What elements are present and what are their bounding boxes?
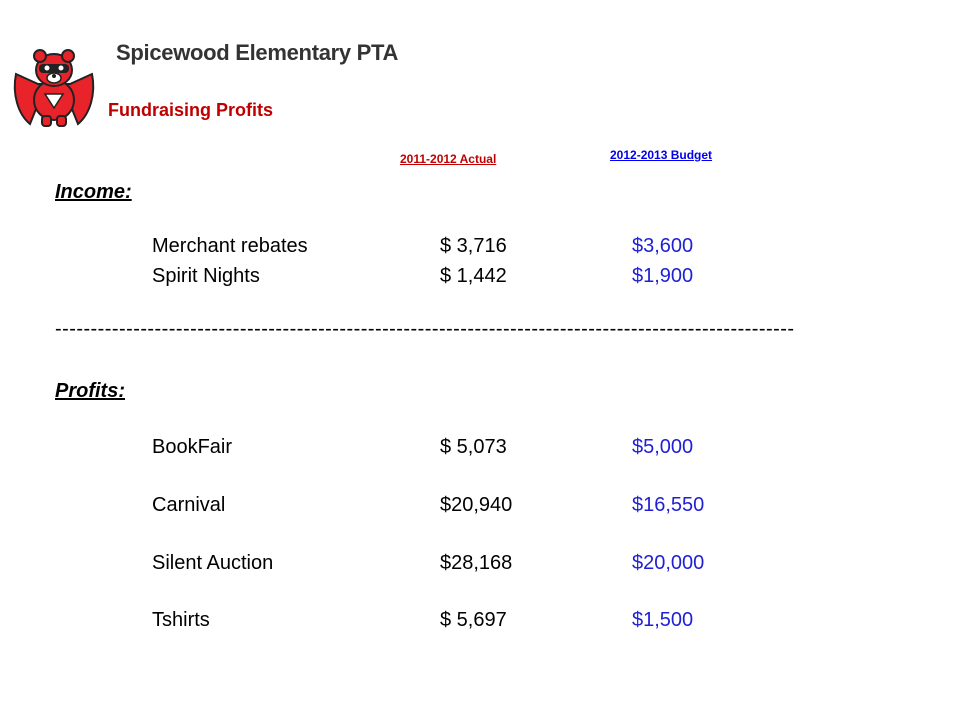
profits-row-actual: $20,940 [440,494,513,516]
profits-row-label: Tshirts [152,609,210,631]
mascot-logo-icon [8,44,100,128]
page-subtitle: Fundraising Profits [108,100,274,120]
profits-row-label: BookFair [152,436,233,458]
profits-row-label: Silent Auction [152,552,274,574]
income-row-label: Spirit Nights [152,265,260,287]
income-heading: Income: [55,181,132,203]
profits-heading: Profits: [55,380,125,402]
profits-row-label: Carnival [152,494,226,516]
income-row-actual: $ 1,442 [440,265,507,287]
profits-row-actual: $ 5,073 [440,436,507,458]
income-row-actual: $ 3,716 [440,235,507,257]
profits-row-budget: $1,500 [632,609,694,631]
profits-row-actual: $28,168 [440,552,513,574]
profits-row-budget: $16,550 [632,494,705,516]
column-header-actual[interactable]: 2011-2012 Actual [400,152,497,166]
income-row-budget: $1,900 [632,265,694,287]
column-header-budget[interactable]: 2012-2013 Budget [610,148,713,162]
income-row-budget: $3,600 [632,235,694,257]
profits-row-actual: $ 5,697 [440,609,507,631]
income-row-label: Merchant rebates [152,235,308,257]
section-divider: -------------------------------------------------------------------------------------------------------- [55,318,795,340]
profits-row-budget: $20,000 [632,552,705,574]
profits-row-budget: $5,000 [632,436,694,458]
page-title: Spicewood Elementary PTA [116,40,399,65]
